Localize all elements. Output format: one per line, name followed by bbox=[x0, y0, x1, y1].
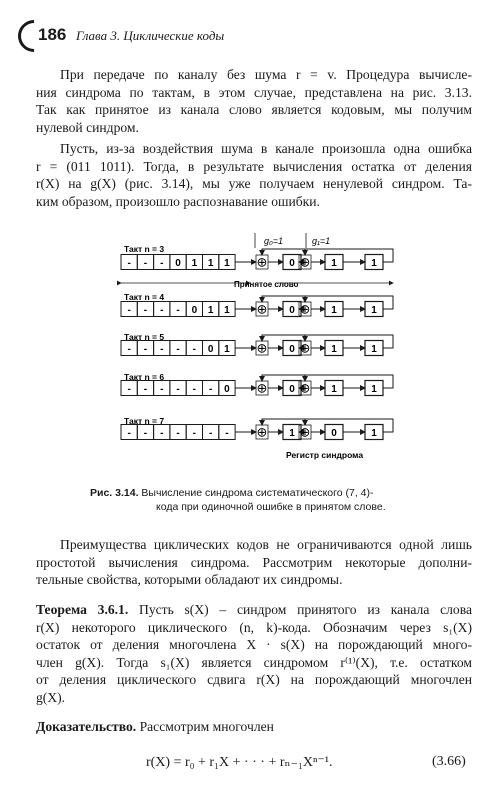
running-title: Глава 3. Циклические коды bbox=[76, 28, 225, 43]
text-line: член g(X). Тогда s₁(X) является синдромом r⁽¹⁾(X), т.е. остатком bbox=[36, 654, 472, 670]
input-cell-value: 0 bbox=[191, 305, 198, 316]
input-cell-value: - bbox=[176, 344, 180, 355]
text-line: При передаче по каналу без шума r = v. Процедура вычисле- bbox=[60, 67, 472, 82]
register-value: 1 bbox=[371, 258, 377, 269]
register-value: 1 bbox=[331, 258, 337, 269]
theorem-text: Пусть s(X) – синдром принятого из канала слова bbox=[139, 602, 472, 617]
adder-symbol: ⊕ bbox=[299, 340, 311, 356]
input-cell-value: - bbox=[127, 305, 131, 316]
input-cell-value: - bbox=[143, 258, 148, 269]
received-word-label: Принятое слово bbox=[234, 280, 299, 289]
input-cell-value: - bbox=[160, 428, 164, 439]
register-value: 0 bbox=[289, 258, 295, 269]
page-number: 186 bbox=[38, 25, 67, 44]
proof-line bbox=[36, 718, 472, 736]
adder-symbol: ⊕ bbox=[299, 254, 311, 270]
input-cell-value: - bbox=[192, 428, 197, 439]
input-cell-value: 0 bbox=[224, 384, 230, 395]
input-cell-value: - bbox=[143, 305, 148, 316]
clock-step-label: Такт n = 5 bbox=[124, 332, 165, 342]
text-line: остаток от деления многочлена X · s(X) на порождающий много- bbox=[36, 637, 472, 653]
register-value: 1 bbox=[289, 428, 295, 439]
caption-line-2: кода при одиночной ошибке в принятом слове. bbox=[156, 501, 386, 513]
clock-step-label: Такт n = 6 bbox=[124, 372, 165, 382]
text-line: Преимущества циклических кодов не ограничиваются одной лишь bbox=[60, 537, 472, 552]
adder-symbol: ⊕ bbox=[256, 301, 268, 317]
text-line: нулевой синдром. bbox=[36, 119, 139, 135]
input-cell-value: - bbox=[160, 344, 164, 355]
input-cell-value: - bbox=[192, 384, 197, 395]
syndrome-register-label: Регистр синдрома bbox=[286, 450, 364, 460]
input-cell-value: - bbox=[127, 258, 131, 269]
input-cell-value: - bbox=[176, 305, 180, 316]
adder-symbol: ⊕ bbox=[256, 340, 268, 356]
register-value: 1 bbox=[331, 305, 337, 316]
adder-symbol: ⊕ bbox=[256, 380, 268, 396]
text-line: ким образом, произошло распознавание ошибки. bbox=[36, 193, 320, 209]
register-value: 0 bbox=[289, 384, 295, 395]
register-value: 1 bbox=[371, 305, 377, 316]
register-value: 1 bbox=[371, 344, 377, 355]
adder-symbol: ⊕ bbox=[299, 380, 311, 396]
input-cell-value: 0 bbox=[207, 344, 214, 355]
theorem-line-1 bbox=[36, 601, 472, 619]
caption-line-1: Вычисление синдрома систематического (7, 4)- bbox=[141, 487, 374, 499]
register-value: 1 bbox=[371, 428, 377, 439]
input-cell-value: 0 bbox=[175, 258, 181, 269]
input-cell-value: - bbox=[176, 384, 180, 395]
register-value: 1 bbox=[331, 384, 337, 395]
clock-step-label: Такт n = 4 bbox=[124, 292, 165, 302]
input-cell-value: - bbox=[176, 428, 180, 439]
adder-symbol: ⊕ bbox=[299, 301, 311, 317]
text-line: простотой вычисления синдрома. Рассмотрим некоторые дополни- bbox=[36, 554, 472, 570]
theorem-block bbox=[36, 601, 472, 707]
proof-label: Доказательство. bbox=[36, 719, 137, 734]
equation: r(X) = r₀ + r₁X + · · · + rₙ₋₁Xⁿ⁻¹. bbox=[146, 755, 333, 770]
input-cell-value: - bbox=[160, 258, 164, 269]
paragraph-3 bbox=[36, 536, 472, 589]
adder-symbol: ⊕ bbox=[299, 424, 311, 440]
input-cell-value: - bbox=[160, 305, 164, 316]
adder-symbol: ⊕ bbox=[256, 424, 268, 440]
input-cell-value: 1 bbox=[224, 258, 230, 269]
input-cell-value: - bbox=[208, 384, 213, 395]
register-value: 0 bbox=[289, 305, 295, 316]
input-cell-value: - bbox=[143, 428, 148, 439]
text-line: r(X) некоторого циклического (n, k)-кода. Обозначим через s₁(X) bbox=[36, 619, 472, 635]
text-line: Пусть, из-за воздействия шума в канале произошла одна ошибка bbox=[60, 141, 472, 156]
input-cell-value: - bbox=[127, 344, 131, 355]
input-cell-value: 1 bbox=[191, 258, 198, 269]
text-line: g(X). bbox=[36, 689, 66, 705]
adder-symbol: ⊕ bbox=[256, 254, 268, 270]
proof-text: Рассмотрим многочлен bbox=[139, 719, 274, 734]
input-cell-value: 1 bbox=[224, 344, 230, 355]
input-cell-value: - bbox=[143, 344, 148, 355]
clock-step-label: Такт n = 7 bbox=[124, 416, 165, 426]
input-cell-value: 1 bbox=[207, 258, 214, 269]
input-cell-value: - bbox=[127, 384, 131, 395]
input-cell-value: 1 bbox=[207, 305, 214, 316]
input-cell-value: - bbox=[143, 384, 148, 395]
text-line: r = (011 1011). Тогда, в результате вычисления остатка от деления bbox=[36, 158, 472, 174]
register-value: 1 bbox=[331, 344, 337, 355]
input-cell-value: - bbox=[192, 344, 197, 355]
clock-step-label: Такт n = 3 bbox=[124, 244, 165, 254]
input-cell-value: - bbox=[225, 428, 229, 439]
register-value: 0 bbox=[331, 428, 337, 439]
input-cell-value: 1 bbox=[224, 305, 230, 316]
input-cell-value: - bbox=[208, 428, 213, 439]
input-cell-value: - bbox=[160, 384, 164, 395]
g1-label: g₁=1 bbox=[312, 236, 331, 246]
text-line: тельные свойства, которыми обладают их синдромы. bbox=[36, 572, 343, 588]
text-line: от деления циклического сдвига r(X) на порождающий многочлен bbox=[36, 672, 472, 688]
equation-number: (3.66) bbox=[432, 754, 466, 769]
g0-label: g₀=1 bbox=[264, 236, 284, 246]
text-line: r(X) на g(X) (рис. 3.14), мы уже получаем ненулевой синдром. Та- bbox=[36, 176, 472, 192]
figure-caption bbox=[90, 486, 420, 514]
input-cell-value: - bbox=[127, 428, 131, 439]
caption-label: Рис. 3.14. bbox=[90, 487, 139, 499]
text-line: ния синдрома по тактам, в этом случае, представлена на рис. 3.13. bbox=[36, 84, 472, 100]
register-value: 0 bbox=[289, 344, 295, 355]
text-line: Так как принятое из канала слово является кодовым, мы получим bbox=[36, 102, 472, 118]
theorem-label: Теорема 3.6.1. bbox=[36, 602, 129, 617]
register-value: 1 bbox=[371, 384, 377, 395]
